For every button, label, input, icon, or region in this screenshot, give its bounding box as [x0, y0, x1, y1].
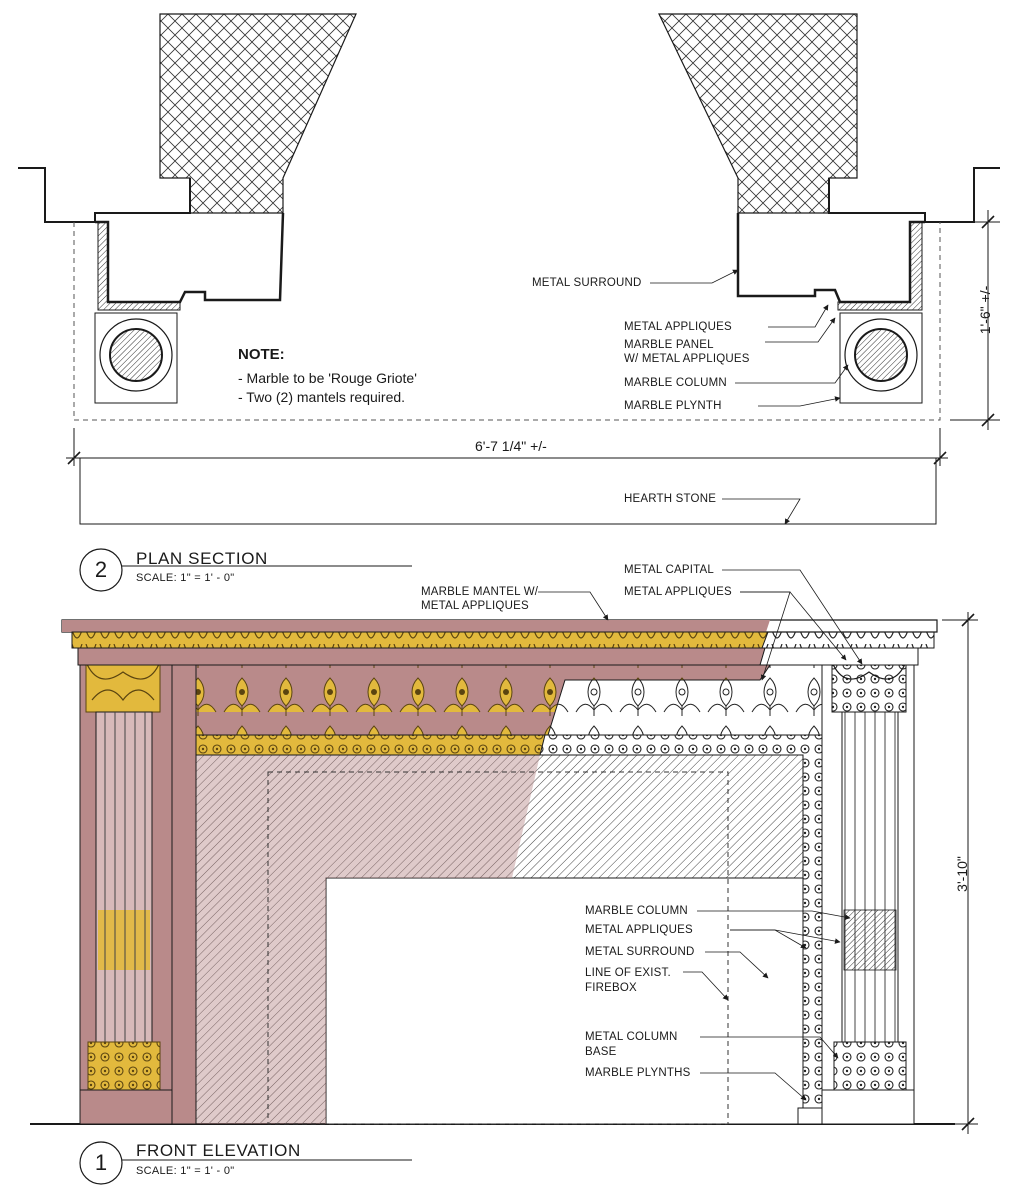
elev-label-column-base-2: BASE: [585, 1046, 617, 1058]
elev-label-metal-surround: METAL SURROUND: [585, 946, 695, 958]
elev-label-column-base-1: METAL COLUMN: [585, 1031, 678, 1043]
plan-label-metal-appliques: METAL APPLIQUES: [624, 321, 732, 333]
elev-right-column-base: [834, 1042, 906, 1090]
elev-label-metal-appliques: METAL APPLIQUES: [585, 924, 693, 936]
elev-firebox-opening: [326, 878, 803, 1124]
elev-label-metal-capital: METAL CAPITAL: [624, 564, 714, 576]
plan-surround-right: [738, 213, 925, 302]
elev-label-firebox-1: LINE OF EXIST.: [585, 967, 671, 979]
plan-label-marble-panel-1: MARBLE PANEL: [624, 339, 714, 351]
elev-right-plynth: [822, 1090, 914, 1124]
plan-dashed-outline: [74, 222, 940, 420]
front-elevation: [30, 570, 978, 1184]
elev-right-capital: [832, 662, 906, 712]
elev-label-marble-mantel-1: MARBLE MANTEL W/: [421, 586, 539, 598]
plan-scale: SCALE: 1" = 1' - 0": [136, 572, 235, 584]
elev-height-dimension: 3'-10": [954, 856, 970, 892]
elev-right-column-shaft: [842, 712, 898, 1042]
elev-right-surround-plynth: [798, 1108, 822, 1124]
elev-left-pilaster-edge: [172, 658, 196, 1124]
plan-label-marble-plynth: MARBLE PLYNTH: [624, 400, 722, 412]
elev-left-column-base: [88, 1042, 160, 1090]
plan-label-hearth-stone: HEARTH STONE: [624, 493, 717, 505]
note-title: NOTE:: [238, 346, 285, 363]
plan-number: 2: [94, 557, 108, 582]
plan-section: [18, 14, 1000, 591]
elev-left-capital: [86, 662, 160, 712]
elev-scale: SCALE: 1" = 1' - 0": [136, 1165, 235, 1177]
note-item-1: - Marble to be 'Rouge Griote': [238, 370, 417, 386]
plan-label-marble-column: MARBLE COLUMN: [624, 377, 727, 389]
plan-column-left: [110, 329, 162, 381]
elev-title: FRONT ELEVATION: [136, 1141, 301, 1160]
elev-label-marble-column: MARBLE COLUMN: [585, 905, 688, 917]
plan-column-right: [855, 329, 907, 381]
plan-surround-left: [95, 213, 283, 302]
plan-title: PLAN SECTION: [136, 549, 268, 568]
elev-left-plynth: [80, 1090, 172, 1124]
plan-masonry-right: [659, 14, 857, 213]
plan-label-metal-surround: METAL SURROUND: [532, 277, 642, 289]
elev-label-marble-mantel-2: METAL APPLIQUES: [421, 600, 529, 612]
elev-label-firebox-2: FIREBOX: [585, 982, 637, 994]
elev-label-marble-plynths: MARBLE PLYNTHS: [585, 1067, 691, 1079]
plan-panel-left: [98, 222, 180, 310]
plan-hearth-stone: [80, 458, 936, 524]
plan-label-marble-panel-2: W/ METAL APPLIQUES: [624, 353, 750, 365]
elev-number: 1: [94, 1150, 108, 1175]
plan-depth-dimension: 1'-6" +/-: [977, 285, 993, 335]
elev-label-metal-appliques-top: METAL APPLIQUES: [624, 586, 732, 598]
note-item-2: - Two (2) mantels required.: [238, 389, 406, 405]
plan-width-dimension: 6'-7 1/4" +/-: [475, 438, 547, 454]
elev-right-column-applique: [844, 910, 896, 970]
